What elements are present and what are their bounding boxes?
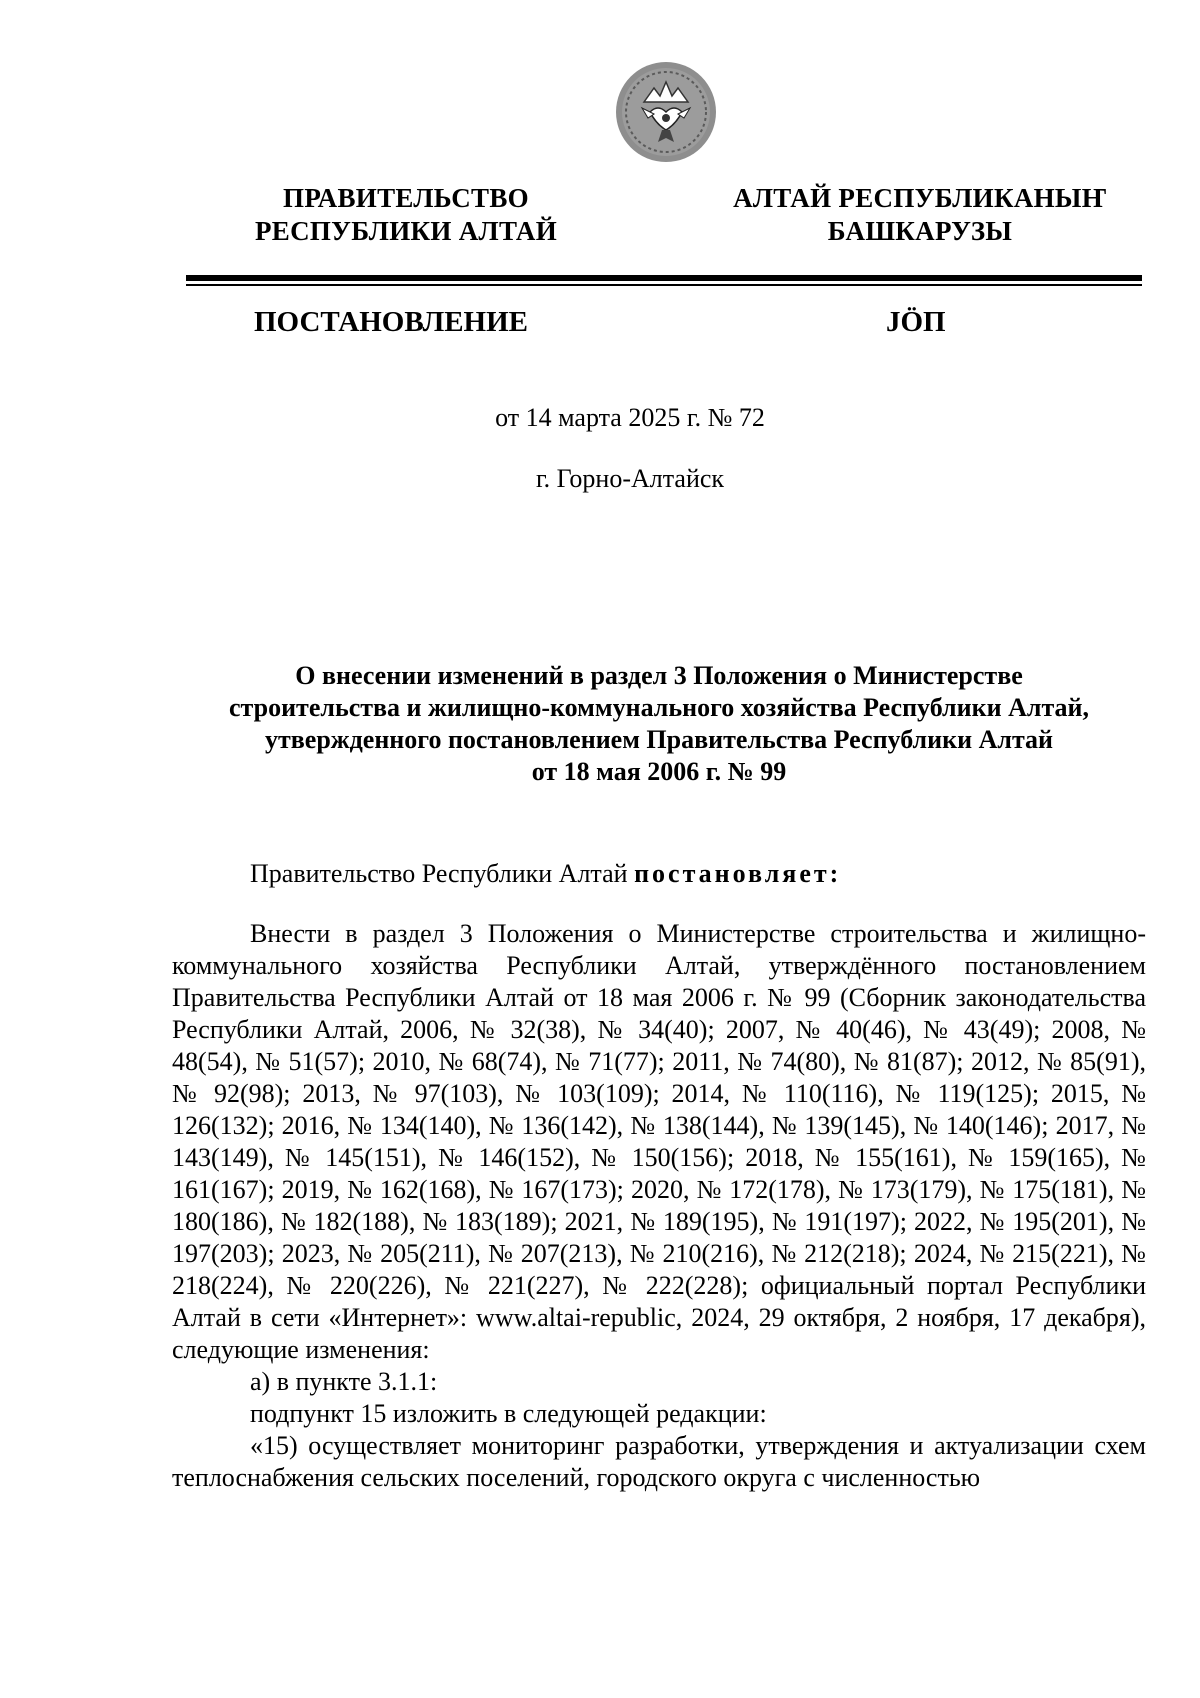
preamble bbox=[250, 858, 841, 890]
body-quote: «15) осуществляет мониторинг разработки, утверждения и актуализации схем теплоснабжения сельских поселений, городского округа с численностью bbox=[172, 1431, 1146, 1492]
title-line1: О внесении изменений в раздел 3 Положения о Министерстве bbox=[295, 661, 1023, 690]
document-body bbox=[172, 918, 1146, 1494]
document-title bbox=[172, 660, 1146, 788]
coat-of-arms-emblem bbox=[614, 60, 718, 164]
header-rule-thick bbox=[186, 275, 1142, 281]
title-line4: от 18 мая 2006 г. № 99 bbox=[531, 757, 787, 786]
body-paragraph-1: Внести в раздел 3 Положения о Министерстве строительства и жилищно-коммунального хозяйства Республики Алтай, утверждённого постановлением Правительства Республики Алтай от 18 мая 2006 г. № 99 (Сборник законодательства Республики Алтай, 2006, № 32(38), № 34(40); 2007, № 40(46), № 43(49); 2008, № 48(54), № 51(57); 2010, № 68(74), № 71(77); 2011, № 74(80), № 81(87); 2012, № 85(91), № 92(98); 2013, № 97(103), № 103(109); 2014, № 110(116), № 119(125); 2015, № 126(132); 2016, № 134(140), № 136(142), № 138(144), № 139(145), № 140(146); 2017, № 143(149), № 145(151), № 146(152), № 150(156); 2018, № 155(161), № 159(165), № 161(167); 2019, № 162(168), № 167(173); 2020, № 172(178), № 173(179), № 175(181), № 180(186), № 182(188), № 183(189); 2021, № 189(195), № 191(197); 2022, № 195(201), № 197(203); 2023, № 205(211), № 207(213), № 210(216), № 212(218); 2024, № 215(221), № 218(224), № 220(226), № 221(227), № 222(228); официальный портал Республики Алтай в сети «Интернет»: www.altai-republic, 2024, 29 октября, 2 ноября, 17 декабря), следующие изменения: bbox=[172, 919, 1146, 1364]
title-line3: утвержденного постановлением Правительства Республики Алтай bbox=[264, 725, 1054, 754]
preamble-emphasis: постановляет: bbox=[634, 859, 842, 888]
org-name-russian-line2: РЕСПУБЛИКИ АЛТАЙ bbox=[254, 216, 558, 246]
org-name-altai bbox=[710, 182, 1130, 248]
org-name-russian-line1: ПРАВИТЕЛЬСТВО bbox=[283, 183, 529, 213]
org-name-altai-line1: АЛТАЙ РЕСПУБЛИКАНЫҤ bbox=[733, 183, 1107, 213]
document-date-number: от 14 марта 2025 г. № 72 bbox=[495, 403, 765, 432]
preamble-text: Правительство Республики Алтай bbox=[250, 859, 635, 888]
org-name-altai-line2: БАШКАРУЗЫ bbox=[827, 216, 1013, 246]
document-city: г. Горно-Алтайск bbox=[535, 464, 725, 493]
org-name-russian bbox=[196, 182, 616, 248]
header-rule-thin bbox=[186, 284, 1142, 286]
title-line2: строительства и жилищно-коммунального хозяйства Республики Алтай, bbox=[228, 693, 1090, 722]
doc-type-altai: JӦП bbox=[886, 306, 946, 338]
body-subitem: подпункт 15 изложить в следующей редакции: bbox=[250, 1399, 767, 1428]
body-item-a: а) в пункте 3.1.1: bbox=[250, 1367, 438, 1396]
doc-type-russian: ПОСТАНОВЛЕНИЕ bbox=[254, 306, 529, 338]
